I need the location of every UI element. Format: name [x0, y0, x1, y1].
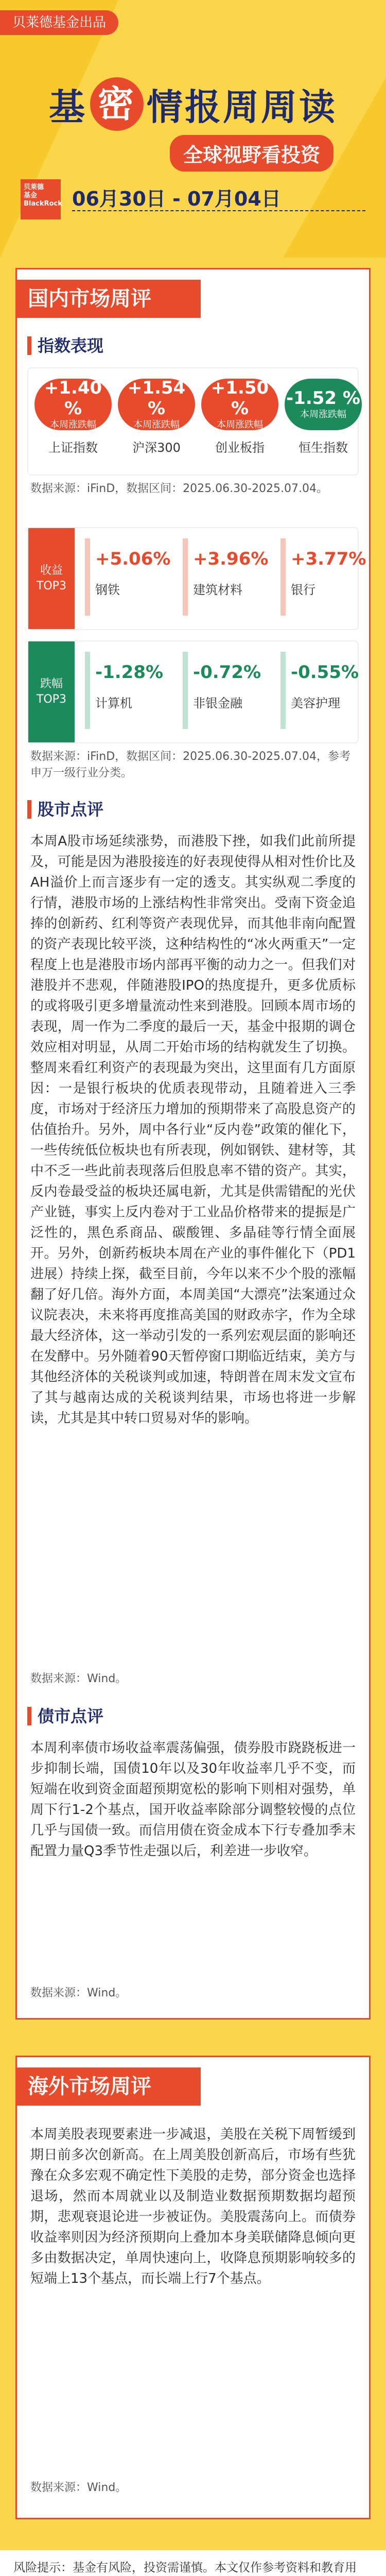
industry-up-tag: 收益 TOP3 — [28, 528, 75, 629]
index-bubble: +1.54 % 本周涨跌幅 — [118, 379, 195, 430]
index-item: +1.40 % 本周涨跌幅 上证指数 — [34, 379, 112, 455]
index-item: +1.50 % 本周涨跌幅 创业板指 — [201, 379, 278, 455]
industry-item: +3.96% 建筑材料 — [183, 538, 270, 619]
industry-item: +5.06% 钢铁 — [85, 538, 172, 619]
date-range: 06月30日 - 07月04日 — [72, 188, 281, 210]
index-bubble: +1.50 % 本周涨跌幅 — [201, 379, 278, 430]
title-part1: 基 — [49, 86, 87, 128]
stock-review-title: 股市点评 — [27, 800, 103, 819]
domestic-section — [15, 268, 371, 2020]
industry-item: -1.28% 计算机 — [85, 652, 172, 732]
subtitle-badge: 全球视野看投资 — [170, 135, 334, 172]
disclaimer-text: 风险提示：基金有风险，投资需谨慎。本文仅作参考资料和教育用 — [13, 2561, 357, 2574]
index-card — [27, 367, 359, 476]
title-part2: 情报周周读 — [147, 86, 337, 128]
stock-review-text: 本周A股市场延续涨势，而港股下挫，如我们此前所提及，可能是因为港股接连的好表现使得从相对性价比及AH溢价上而言逐步有一定的透支。其实纵观二季度的行情，港股市场的上涨结构性非常突出。受南下资金追捧的创新药、红利等资产表现优异，而其他非南向配置的资产表现比较平淡，这种结构性的“冰火两重天”一定程度上也是港股市场内部再平衡的动力之一。但我们对港股并不悲观，伴随港股IPO的热度提升，更多优质标的或将吸引更多增量流动性来到港股。回顾本周市场的表现，周一作为二季度的最后一天，基金中报期的调仓效应相对明显，从周二开始市场的结构就发生了切换。整周来看红利资产的表现最为突出，这里面有几方面原因：一是银行板块的优质表现带动，且随着进入三季度，市场对于经济压力增加的预期带来了高股息资产的估值抬升。另外，周中各行业“反内卷”政策的催化下，一些传统低位板块也有所表现，例如钢铁、建材等，其中不乏一些此前表现落后但股息率不错的资产。其实，反内卷最受益的板块还属电新，尤其是供需错配的光伏产业链，事实上反内卷对于工业品价格带来的提振是广泛性的，黑色系商品、碳酸锂、多晶硅等行情全面展开。另外，创新药板块本周在产业的事件催化下（PD1进展）持续上探，截至目前，今年以来不少个股的涨幅翻了好几倍。海外方面，本周美国“大漂亮”法案通过众议院表决，未来将再度推高美国的财政赤字，作为全球最大经济体，这一举动引发的一系列宏观层面的影响还在发酵中。另外随着90天暂停窗口期临近结束，美方与其他经济体的关税谈判或加速，特朗普在周末发文宣布了其与越南达成的关税谈判结果，市场也将进一步解读，尤其是其中转口贸易对华的影响。 — [30, 834, 356, 1426]
overseas-review-text: 本周美股表现要素进一步减退，美股在关税下周暂缓到期日前多次创新高。在上周美股创新高后，市场有些犹豫在众多宏观不确定性下美股的走势，部分资金也选择退场，然而本周就业以及制造业数据预期数据均超预期，悲观衰退论进一步被证伪。美股震荡向上。而债券收益率则因为经济预期向上叠加本身美联储降息倾向更多由数据决定，单周快速向上，收降息预期影响较多的短端上13个基点，而长端上行7个基点。 — [30, 2127, 356, 2286]
bond-review-title: 债市点评 — [27, 1707, 103, 1725]
bond-source: 数据来源：Wind。 — [30, 1987, 127, 1999]
overseas-section — [15, 2056, 371, 2519]
industry-up-row — [27, 527, 366, 630]
industry-source: 数据来源：iFinD，数据区间：2025.06.30-2025.07.04，参考申万一级行业分类。 — [30, 750, 351, 779]
industry-item: -0.55% 美容护理 — [280, 652, 368, 732]
overseas-source: 数据来源：Wind。 — [30, 2481, 127, 2494]
date-divider — [72, 210, 365, 211]
industry-down-row — [27, 640, 359, 743]
domestic-section-title: 国内市场周评 — [15, 280, 201, 318]
index-performance-title: 指数表现 — [27, 336, 103, 355]
industry-item: -0.72% 非银金融 — [183, 652, 270, 732]
brand-logo: 贝莱德 基金 BlackRock — [21, 179, 61, 219]
publisher-badge: 贝莱德基金出品 — [0, 10, 118, 35]
index-item: +1.54 % 本周涨跌幅 沪深300 — [118, 379, 195, 455]
disclaimer-panel — [0, 2550, 386, 2576]
index-source: 数据来源：iFinD，数据区间：2025.06.30-2025.07.04。 — [30, 482, 328, 495]
overseas-section-title: 海外市场周评 — [15, 2067, 201, 2106]
industry-down-tag: 跌幅 TOP3 — [28, 641, 75, 742]
industry-item: +3.77% 银行 — [280, 538, 368, 619]
index-item: -1.52 % 本周涨跌幅 恒生指数 — [285, 379, 362, 455]
index-bubble: +1.40 % 本周涨跌幅 — [34, 379, 112, 430]
main-title — [0, 77, 386, 131]
header-banner — [0, 0, 386, 258]
stock-source: 数据来源：Wind。 — [30, 1672, 127, 1685]
title-circle-char: 密 — [90, 77, 144, 131]
index-bubble: -1.52 % 本周涨跌幅 — [285, 379, 362, 430]
bond-review-text: 本周利率债市场收益率震荡偏强，债券股市跷跷板进一步抑制长端，国债10年以及30年收益率几乎不变，而短端在收到资金面超预期宽松的影响下则相对强势，单周下行1-2个基点，国开收益率除部分调整较慢的点位几乎与国债一致。而信用债在资金成本下行专叠加季末配置力量Q3季节性走强以后，利差进一步收窄。 — [30, 1740, 356, 1859]
